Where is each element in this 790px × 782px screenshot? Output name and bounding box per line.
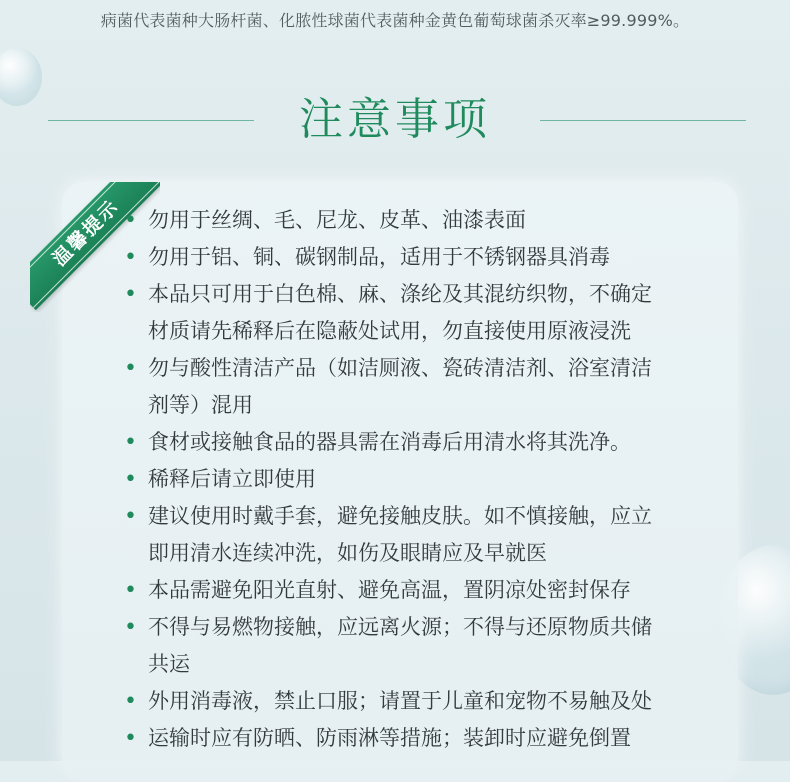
notice-item-line: 不得与易燃物接触，应远离火源；不得与还原物质共储: [148, 615, 652, 639]
notice-item: [118, 498, 718, 572]
notice-item-line: 勿用于铝、铜、碳钢制品，适用于不锈钢器具消毒: [148, 245, 610, 269]
bullet-dot-icon: •: [124, 356, 137, 381]
notice-item: [118, 350, 718, 424]
bullet-dot-icon: •: [124, 467, 137, 492]
notice-item: [118, 609, 718, 683]
notice-item-line: 运输时应有防晒、防雨淋等措施；装卸时应避免倒置: [148, 726, 631, 750]
notice-item: [118, 239, 718, 276]
notice-item-line: 勿用于丝绸、毛、尼龙、皮革、油漆表面: [148, 208, 526, 232]
bullet-dot-icon: •: [124, 282, 137, 307]
notice-item: [118, 461, 718, 498]
ribbon-label: 温馨提示: [30, 182, 160, 310]
bullet-dot-icon: •: [124, 208, 137, 233]
bullet-dot-icon: •: [124, 689, 137, 714]
notice-item-line: 稀释后请立即使用: [148, 467, 316, 491]
notice-item: [118, 683, 718, 720]
bullet-dot-icon: •: [124, 615, 137, 640]
notice-item-line: 剂等）混用: [148, 393, 253, 417]
notice-item: [118, 424, 718, 461]
notice-item: [118, 720, 718, 757]
efficacy-note: 病菌代表菌种大肠杆菌、化脓性球菌代表菌种金黄色葡萄球菌杀灭率≥99.999%。: [100, 11, 690, 30]
bullet-dot-icon: •: [124, 245, 137, 270]
notice-item-line: 本品只可用于白色棉、麻、涤纶及其混纺织物，不确定: [148, 282, 652, 306]
notice-item-line: 建议使用时戴手套，避免接触皮肤。如不慎接触，应立: [148, 504, 652, 528]
notice-item-line: 材质请先稀释后在隐蔽处试用，勿直接使用原液浸洗: [148, 319, 631, 343]
section-header: [0, 88, 790, 152]
bullet-dot-icon: •: [124, 578, 137, 603]
notice-item-line: 勿与酸性清洁产品（如洁厕液、瓷砖清洁剂、浴室清洁: [148, 356, 652, 380]
bullet-dot-icon: •: [124, 726, 137, 751]
notice-list: [118, 202, 718, 757]
notice-item: [118, 202, 718, 239]
notice-item-line: 食材或接触食品的器具需在消毒后用清水将其洗净。: [148, 430, 631, 454]
notice-item: [118, 276, 718, 350]
notice-item-line: 即用清水连续冲洗，如伤及眼睛应及早就医: [148, 541, 547, 565]
notice-item-line: 本品需避免阳光直射、避免高温，置阴凉处密封保存: [148, 578, 631, 602]
title-divider-right: [540, 120, 746, 121]
notice-item: [118, 572, 718, 609]
notice-item-line: 外用消毒液，禁止口服；请置于儿童和宠物不易触及处: [148, 689, 652, 713]
section-title: 注意事项: [299, 94, 491, 145]
bullet-dot-icon: •: [124, 430, 137, 455]
bullet-dot-icon: •: [124, 504, 137, 529]
notice-item-line: 共运: [148, 652, 190, 676]
